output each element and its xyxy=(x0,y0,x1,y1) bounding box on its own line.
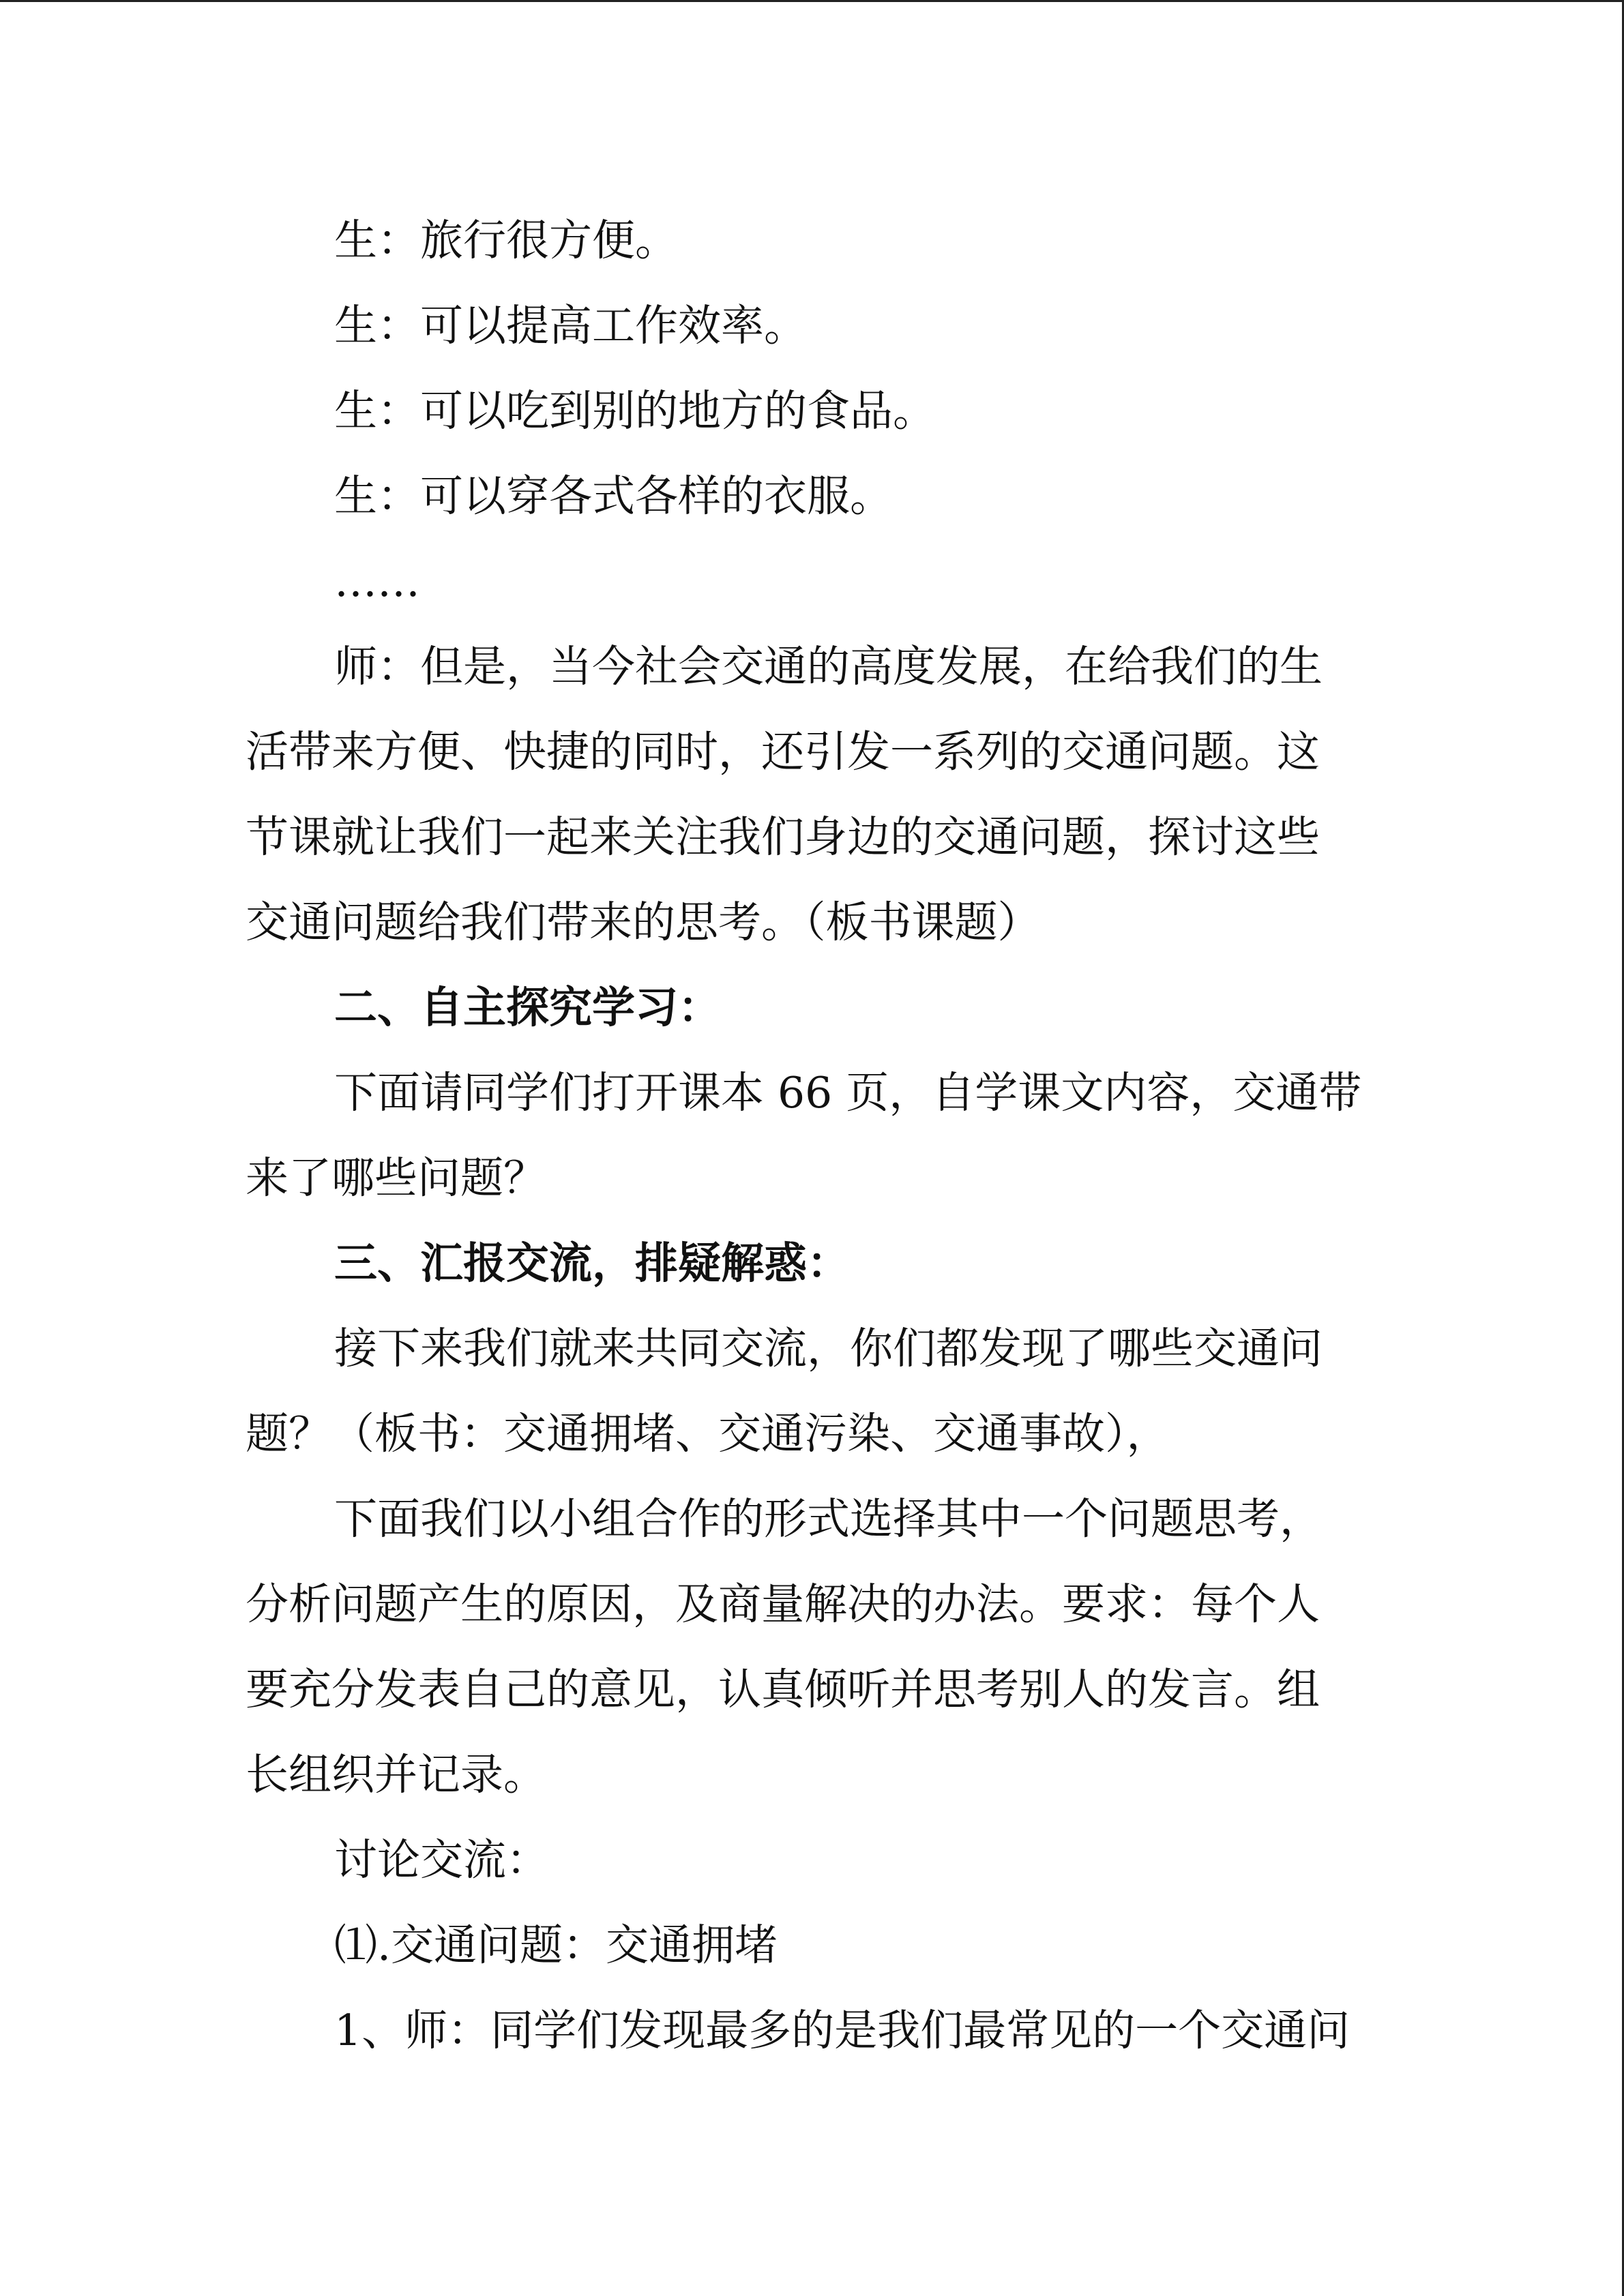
teacher-intro-paragraph xyxy=(246,624,1364,965)
teacher-intro-line-2: 活带来方便、快捷的同时，还引发一系列的交通问题。这 xyxy=(246,727,1320,777)
exchange-line-2: 题？（板书：交通拥堵、交通污染、交通事故）， xyxy=(246,1409,1170,1459)
study-line-1: 下面请同学们打开课本 66 页，自学课文内容，交通带 xyxy=(334,1068,1362,1118)
study-paragraph xyxy=(246,1050,1364,1221)
teacher-intro-line-3: 节课就让我们一起来关注我们身边的交通问题，探讨这些 xyxy=(246,812,1320,862)
exchange-paragraph xyxy=(246,1306,1364,1476)
group-line-2: 分析问题产生的原因，及商量解决的办法。要求：每个人 xyxy=(246,1579,1320,1629)
teacher-intro-line-4: 交通问题给我们带来的思考。（板书课题） xyxy=(246,897,1041,947)
section-heading-2: 二、自主探究学习： xyxy=(334,983,721,1032)
document-body xyxy=(246,198,1364,2073)
student-answer-2: 生：可以提高工作效率。 xyxy=(334,301,807,351)
ellipsis: …… xyxy=(334,556,420,606)
group-paragraph xyxy=(246,1476,1364,1817)
section-heading-3: 三、汇报交流，排疑解惑： xyxy=(334,1238,850,1288)
exchange-line-1: 接下来我们就来共同交流，你们都发现了哪些交通问 xyxy=(334,1324,1323,1373)
teacher-line-1: 1、师：同学们发现最多的是我们最常见的一个交通问 xyxy=(334,2006,1350,2055)
student-answer-4: 生：可以穿各式各样的衣服。 xyxy=(334,471,893,521)
teacher-intro-line-1: 师：但是，当今社会交通的高度发展，在给我们的生 xyxy=(334,642,1323,691)
discussion-label: 讨论交流： xyxy=(334,1835,549,1885)
student-answer-1: 生：旅行很方便。 xyxy=(334,215,678,265)
group-line-4: 长组织并记录。 xyxy=(246,1750,546,1800)
student-answer-3: 生：可以吃到别的地方的食品。 xyxy=(334,386,936,436)
study-line-2: 来了哪些问题？ xyxy=(246,1153,546,1203)
problem-1-title: ⑴.交通问题：交通拥堵 xyxy=(334,1920,778,1970)
top-border xyxy=(0,0,1624,2)
group-line-1: 下面我们以小组合作的形式选择其中一个问题思考， xyxy=(334,1494,1323,1544)
group-line-3: 要充分发表自己的意见，认真倾听并思考别人的发言。组 xyxy=(246,1665,1320,1714)
